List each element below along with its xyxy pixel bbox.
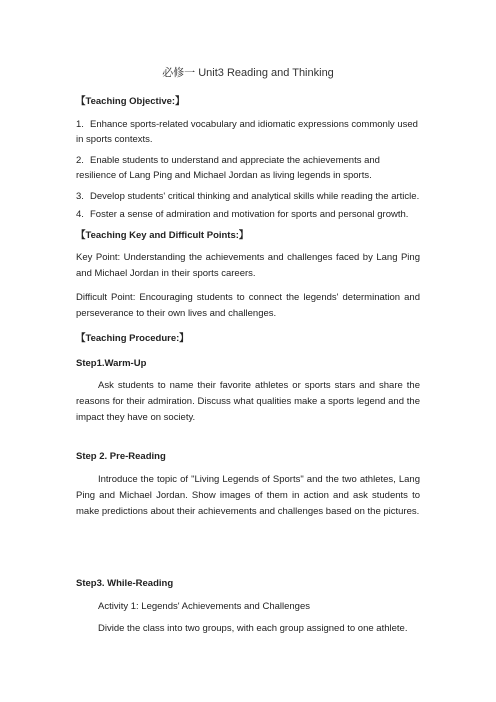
objective-text: Enable students to understand and appreciate the achievements and resilience of Lang Ping and Michael Jordan as living legends in sports. bbox=[76, 155, 380, 181]
objective-item-3 bbox=[76, 189, 420, 204]
difficult-point-text: Difficult Point: Encouraging students to connect the legends' determination and perseverance to their own lives and challenges. bbox=[76, 292, 420, 319]
step1-text: Ask students to name their favorite athletes or sports stars and share the reasons for their admiration. Discuss what qualities make a sports legend and the impact they have on society. bbox=[76, 380, 420, 423]
objective-number: 4. bbox=[76, 209, 84, 220]
procedure-heading: 【Teaching Procedure:】 bbox=[76, 333, 189, 344]
activity1-text: Divide the class into two groups, with each group assigned to one athlete. bbox=[98, 623, 408, 634]
step1-heading: Step1.Warm-Up bbox=[76, 358, 147, 369]
objective-text: Develop students' critical thinking and analytical skills while reading the article. bbox=[90, 191, 420, 202]
activity1-title: Activity 1: Legends' Achievements and Challenges bbox=[98, 601, 310, 612]
key-points-heading: 【Teaching Key and Difficult Points:】 bbox=[76, 230, 249, 241]
step3-heading: Step3. While-Reading bbox=[76, 578, 174, 589]
key-point-text: Key Point: Understanding the achievements and challenges faced by Lang Ping and Michael Jordan in their sports careers. bbox=[76, 252, 420, 279]
objective-number: 1. bbox=[76, 119, 84, 130]
objective-item-1 bbox=[76, 117, 420, 147]
step2-heading: Step 2. Pre-Reading bbox=[76, 451, 166, 462]
objective-item-2 bbox=[76, 153, 420, 183]
step2-text: Introduce the topic of "Living Legends of Sports" and the two athletes, Lang Ping and Michael Jordan. Show images of them in action and ask students to make predictions about their achievements and challenges based on the pictures. bbox=[76, 474, 420, 517]
document-title: 必修一 Unit3 Reading and Thinking bbox=[162, 67, 334, 79]
objective-heading: 【Teaching Objective:】 bbox=[76, 96, 185, 107]
objective-item-4 bbox=[76, 207, 420, 222]
objective-text: Enhance sports-related vocabulary and idiomatic expressions commonly used in sports contexts. bbox=[76, 119, 418, 145]
objective-text: Foster a sense of admiration and motivation for sports and personal growth. bbox=[90, 209, 409, 220]
objective-number: 3. bbox=[76, 191, 84, 202]
objective-number: 2. bbox=[76, 155, 84, 166]
